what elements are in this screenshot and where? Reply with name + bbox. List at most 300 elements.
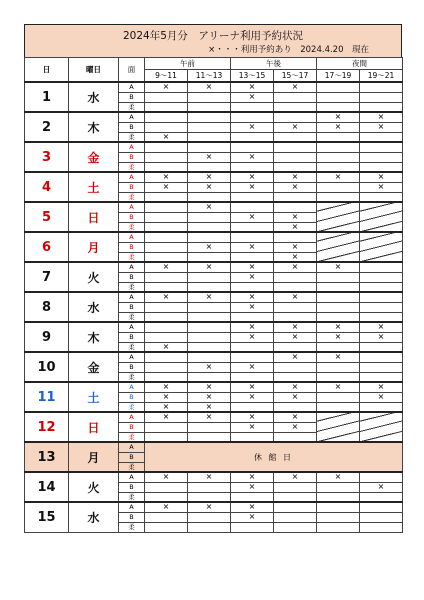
slot-cell [188,482,231,492]
slot-cell: × [231,302,274,312]
day-number: 7 [25,262,69,292]
table-row [25,172,403,182]
slot-cell [231,112,274,122]
room-label: A [119,232,145,242]
table-row [25,352,403,362]
slot-cell [145,512,188,522]
weekday: 水 [69,502,119,532]
slot-cell: × [145,412,188,422]
slot-cell [145,522,188,532]
slot-cell [274,272,317,282]
room-label: 柔 [119,492,145,502]
slot-cell [188,352,231,362]
room-label: 柔 [119,342,145,352]
slot-cell [145,142,188,152]
slot-cell [231,222,274,232]
slot-cell [317,312,360,322]
day-number: 5 [25,202,69,232]
reservation-sheet [24,24,402,533]
slot-cell [317,372,360,382]
day-number: 13 [25,442,69,472]
slot-cell: × [317,382,360,392]
slot-cell [317,482,360,492]
slot-cell: × [360,112,403,122]
slot-cell: × [231,512,274,522]
slot-cell [317,102,360,112]
slot-cell: × [188,472,231,482]
table-row [25,442,403,452]
slot-cell: × [188,82,231,92]
slot-cell: × [360,172,403,182]
room-label: B [119,332,145,342]
slot-cell: × [188,362,231,372]
room-label: A [119,172,145,182]
slot-cell: × [274,422,317,432]
weekday: 月 [69,232,119,262]
table-row [25,472,403,482]
slot-cell [188,332,231,342]
unavailable-slot [360,412,403,442]
slot-cell: × [145,292,188,302]
slot-cell [145,192,188,202]
slot-cell [188,272,231,282]
weekday: 土 [69,172,119,202]
room-label: A [119,292,145,302]
slot-cell: × [274,242,317,252]
slot-cell [360,82,403,92]
table-row [25,292,403,302]
slot-cell: × [145,502,188,512]
weekday: 日 [69,412,119,442]
slot-cell: × [360,392,403,402]
slot-cell [231,102,274,112]
slot-cell [360,162,403,172]
slot-cell [188,512,231,522]
slot-cell [360,132,403,142]
room-column-header: 面 [119,58,145,83]
slot-cell [360,342,403,352]
legend-text: ×・・・利用予約あり 2024.4.20 現在 [208,45,369,55]
slot-cell [145,482,188,492]
slot-cell [188,142,231,152]
room-label: 柔 [119,462,145,472]
slot-cell [188,282,231,292]
room-label: B [119,512,145,522]
slot-cell [360,512,403,522]
slot-header: 17～19 [317,70,360,83]
slot-cell [145,162,188,172]
slot-cell [145,232,188,242]
slot-header: 9～11 [145,70,188,83]
table-row [25,412,403,422]
room-label: 柔 [119,102,145,112]
weekday-column-header: 曜日 [69,58,119,83]
slot-cell [274,232,317,242]
slot-cell [188,422,231,432]
slot-cell: × [188,262,231,272]
slot-cell [145,222,188,232]
slot-cell: × [317,122,360,132]
slot-cell: × [145,382,188,392]
slot-cell [188,492,231,502]
slot-cell [317,292,360,302]
closed-label: 休 館 日 [145,442,403,472]
slot-cell: × [145,402,188,412]
slot-cell: × [274,332,317,342]
slot-cell: × [188,502,231,512]
table-row [25,322,403,332]
slot-cell: × [317,322,360,332]
room-label: B [119,302,145,312]
slot-cell [360,102,403,112]
day-number: 8 [25,292,69,322]
slot-cell [317,342,360,352]
slot-cell [317,272,360,282]
slot-cell [145,92,188,102]
slot-cell [188,302,231,312]
day-number: 3 [25,142,69,172]
slot-cell [274,282,317,292]
table-row [25,382,403,392]
room-label: A [119,472,145,482]
room-label: 柔 [119,192,145,202]
weekday: 土 [69,382,119,412]
slot-cell [231,142,274,152]
slot-cell: × [145,262,188,272]
room-label: A [119,142,145,152]
slot-cell: × [274,82,317,92]
slot-cell: × [188,172,231,182]
slot-cell [231,492,274,502]
slot-cell [274,502,317,512]
slot-cell [231,132,274,142]
slot-cell: × [231,382,274,392]
unavailable-slot [317,202,360,232]
weekday: 水 [69,82,119,112]
slot-cell: × [231,422,274,432]
slot-cell [360,522,403,532]
slot-header: 19～21 [360,70,403,83]
slot-cell [188,252,231,262]
day-number: 1 [25,82,69,112]
slot-cell [145,332,188,342]
slot-cell: × [188,412,231,422]
schedule-table [24,57,403,533]
day-number: 6 [25,232,69,262]
day-number: 4 [25,172,69,202]
slot-cell: × [360,122,403,132]
slot-cell: × [231,472,274,482]
slot-cell [274,112,317,122]
slot-cell [145,152,188,162]
weekday: 日 [69,202,119,232]
slot-cell [145,492,188,502]
weekday: 火 [69,262,119,292]
slot-cell: × [231,392,274,402]
slot-cell [317,192,360,202]
day-number: 15 [25,502,69,532]
slot-cell [360,472,403,482]
slot-cell: × [274,182,317,192]
slot-cell [188,132,231,142]
slot-cell: × [274,382,317,392]
slot-cell: × [274,262,317,272]
period-night: 夜間 [317,58,403,70]
slot-cell [188,432,231,442]
room-label: B [119,92,145,102]
slot-cell: × [360,482,403,492]
room-label: A [119,262,145,272]
slot-cell [274,312,317,322]
slot-cell [145,282,188,292]
slot-cell: × [274,352,317,362]
slot-cell [231,202,274,212]
room-label: 柔 [119,432,145,442]
day-number: 12 [25,412,69,442]
period-afternoon: 午後 [231,58,317,70]
room-label: A [119,112,145,122]
slot-cell [145,352,188,362]
slot-cell [145,252,188,262]
room-label: 柔 [119,402,145,412]
slot-cell: × [231,152,274,162]
weekday: 金 [69,142,119,172]
slot-cell [145,422,188,432]
slot-cell: × [231,92,274,102]
slot-header: 13～15 [231,70,274,83]
slot-cell [274,522,317,532]
slot-cell: × [317,332,360,342]
slot-cell [274,482,317,492]
slot-cell [360,312,403,322]
slot-cell [274,302,317,312]
slot-cell: × [231,362,274,372]
slot-cell [188,522,231,532]
slot-cell [274,92,317,102]
slot-cell: × [360,322,403,332]
slot-cell [317,362,360,372]
weekday: 火 [69,472,119,502]
slot-cell: × [145,172,188,182]
day-number: 11 [25,382,69,412]
room-label: 柔 [119,162,145,172]
slot-cell [145,312,188,322]
slot-cell [274,362,317,372]
slot-cell [231,352,274,362]
room-label: B [119,362,145,372]
slot-cell [188,162,231,172]
slot-cell: × [145,392,188,402]
period-morning: 午前 [145,58,231,70]
slot-cell [317,502,360,512]
table-row [25,232,403,242]
slot-cell [360,362,403,372]
slot-cell [231,162,274,172]
slot-cell [360,352,403,362]
slot-cell: × [231,212,274,222]
weekday: 水 [69,292,119,322]
slot-cell [145,322,188,332]
room-label: A [119,382,145,392]
slot-cell [231,342,274,352]
slot-cell [145,372,188,382]
slot-cell: × [274,322,317,332]
unavailable-slot [317,412,360,442]
table-row [25,262,403,272]
slot-cell [188,342,231,352]
slot-cell [360,282,403,292]
slot-cell: × [188,382,231,392]
room-label: A [119,502,145,512]
room-label: 柔 [119,522,145,532]
slot-cell [360,152,403,162]
slot-cell: × [274,392,317,402]
slot-cell [188,232,231,242]
room-label: B [119,422,145,432]
room-label: B [119,122,145,132]
slot-cell [145,362,188,372]
slot-cell [188,222,231,232]
slot-cell: × [274,222,317,232]
slot-cell: × [274,122,317,132]
slot-cell [188,102,231,112]
slot-cell [317,132,360,142]
slot-cell [145,122,188,132]
day-number: 10 [25,352,69,382]
day-column-header: 日 [25,58,69,83]
slot-cell: × [231,242,274,252]
slot-cell: × [231,502,274,512]
slot-cell: × [188,182,231,192]
slot-cell [360,142,403,152]
room-label: A [119,202,145,212]
room-label: A [119,322,145,332]
table-row [25,112,403,122]
slot-cell [231,232,274,242]
slot-cell [188,192,231,202]
slot-cell [360,372,403,382]
slot-cell: × [317,112,360,122]
unavailable-slot [360,202,403,232]
slot-cell [188,322,231,332]
slot-cell: × [188,152,231,162]
slot-cell [188,212,231,222]
day-number: 14 [25,472,69,502]
table-row [25,502,403,512]
slot-cell [317,162,360,172]
slot-cell [317,282,360,292]
slot-cell [360,262,403,272]
page-title: 2024年5月分 アリーナ利用予約状況 [123,30,303,42]
slot-cell [231,372,274,382]
slot-cell [360,272,403,282]
slot-cell [188,112,231,122]
slot-cell [317,82,360,92]
room-label: B [119,392,145,402]
slot-cell [317,402,360,412]
slot-header: 15～17 [274,70,317,83]
slot-cell [317,302,360,312]
slot-cell: × [188,202,231,212]
room-label: B [119,272,145,282]
slot-cell [317,492,360,502]
slot-cell [274,162,317,172]
day-number: 2 [25,112,69,142]
room-label: 柔 [119,222,145,232]
room-label: B [119,242,145,252]
slot-cell [274,492,317,502]
room-label: A [119,412,145,422]
slot-cell [188,372,231,382]
slot-cell: × [274,412,317,422]
slot-header: 11～13 [188,70,231,83]
slot-cell: × [360,182,403,192]
slot-cell [145,212,188,222]
slot-cell: × [231,172,274,182]
slot-cell: × [231,262,274,272]
table-row [25,82,403,92]
slot-cell: × [188,292,231,302]
slot-cell: × [231,322,274,332]
slot-cell: × [231,412,274,422]
slot-cell [360,192,403,202]
slot-cell: × [231,482,274,492]
slot-cell [231,192,274,202]
slot-cell: × [145,342,188,352]
slot-cell [188,92,231,102]
slot-cell [317,152,360,162]
slot-cell: × [360,382,403,392]
slot-cell [145,272,188,282]
slot-cell [145,202,188,212]
slot-cell [145,102,188,112]
slot-cell [188,122,231,132]
slot-cell [145,432,188,442]
slot-cell: × [231,292,274,302]
slot-cell [317,142,360,152]
room-label: B [119,182,145,192]
table-row [25,142,403,152]
room-label: A [119,352,145,362]
slot-cell [274,152,317,162]
slot-cell [274,512,317,522]
slot-cell [274,342,317,352]
slot-cell [274,132,317,142]
slot-cell: × [317,352,360,362]
slot-cell [274,102,317,112]
room-label: B [119,452,145,462]
slot-cell [274,142,317,152]
slot-cell: × [274,212,317,222]
room-label: B [119,152,145,162]
slot-cell: × [231,82,274,92]
slot-cell [231,432,274,442]
slot-cell: × [274,172,317,182]
slot-cell [188,312,231,322]
weekday: 月 [69,442,119,472]
slot-cell [360,92,403,102]
room-label: A [119,442,145,452]
slot-cell: × [145,82,188,92]
slot-cell [360,292,403,302]
slot-cell: × [145,132,188,142]
slot-cell: × [231,272,274,282]
slot-cell: × [188,402,231,412]
slot-cell [231,402,274,412]
room-label: B [119,482,145,492]
slot-cell: × [317,472,360,482]
slot-cell: × [274,252,317,262]
